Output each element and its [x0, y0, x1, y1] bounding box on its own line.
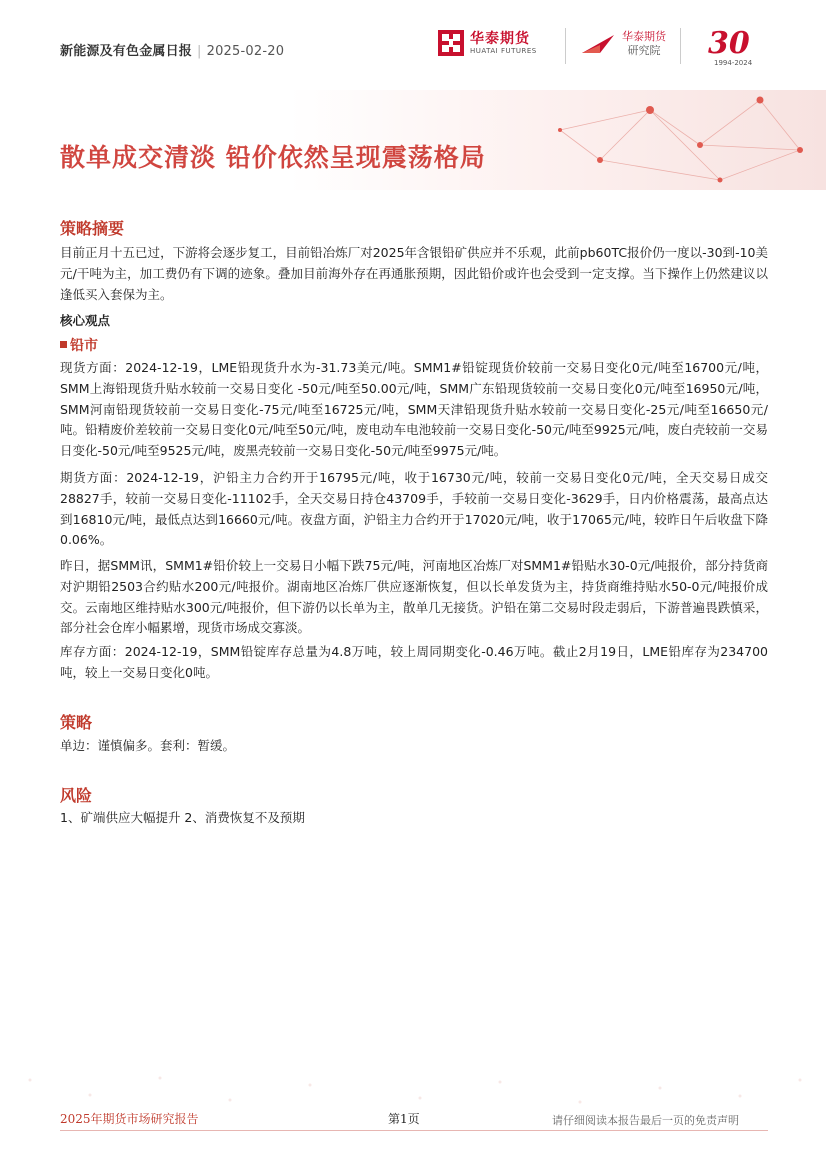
- report-date: 2025-02-20: [206, 44, 285, 59]
- summary-text: 目前正月十五已过，下游将会逐步复工，目前铅冶炼厂对2025年含银铅矿供应并不乐观，此前pb60TC报价仍一度以-30到-10美元/干吨为主，加工费仍有下调的迹象。叠加目前海外存在再通胀预期，因此铅价或许也会受到一定支撑。当下操作上仍然建议以逢低买入套保为主。: [60, 245, 768, 302]
- institute-arrow-icon: [580, 31, 616, 57]
- logo-divider-2: [680, 28, 681, 64]
- summary-heading: 策略摘要: [60, 219, 125, 238]
- risk-heading: 风险: [60, 786, 93, 805]
- disclaimer-note: 请仔细阅读本报告最后一页的免责声明: [552, 1114, 739, 1127]
- spot-paragraph: 现货方面：2024-12-19，LME铅现货升水为-31.73美元/吨。SMM1#铅锭现货价较前一交易日变化0元/吨至16700元/吨，SMM上海铅现货升贴水较前一交易日变化 -50元/吨至50.00元/吨，SMM广东铅现货较前一交易日变化0元/吨至16950元/吨，SMM河南铅现货较前一交易日变化-75元/吨至16725元/吨，SMM天津铅现货升贴水较前一交易日变化-25元/吨至16650元/吨。铅精废价差较前一交易日变化0元/吨至50元/吨，废电动车电池较前一交易日变化-50元/吨至9925元/吨，废白壳较前一交易日变化-50元/吨至9525元/吨，废黑壳较前一交易日变化-50元/吨至9975元/吨。: [60, 360, 768, 459]
- page-number: 第1页: [388, 1112, 420, 1126]
- lead-market-label: 铅市: [70, 338, 98, 354]
- header-divider: |: [197, 44, 202, 59]
- yesterday-paragraph: 昨日，据SMM讯，SMM1#铅价较上一交易日小幅下跌75元/吨，河南地区冶炼厂对SMM1#铅贴水30-0元/吨报价，部分持货商对沪期铅2503合约贴水200元/吨报价。湖南地区冶炼厂供应逐渐恢复，但以长单发货为主，持货商维持贴水50-0元/吨报价成交。云南地区维持贴水300元/吨报价，但下游仍以长单为主，散单几无接货。沪铅在第二交易时段走弱后，下游普遍畏跌慎采，部分社会仓库小幅累增，现货市场成交寡淡。: [60, 558, 768, 636]
- risk-text: 1、矿端供应大幅提升 2、消费恢复不及预期: [60, 810, 305, 825]
- report-name: 新能源及有色金属日报: [60, 44, 193, 59]
- core-views-heading: 核心观点: [60, 313, 111, 328]
- anniversary-number: 30: [708, 26, 750, 61]
- institute-line1: 华泰期货: [622, 30, 666, 43]
- strategy-heading: 策略: [60, 713, 93, 732]
- futures-paragraph: 期货方面：2024-12-19，沪铅主力合约开于16795元/吨，收于16730元/吨，较前一交易日变化0元/吨，全天交易日成交28827手，较前一交易日变化-11102手，全天交易日持仓43709手，手较前一交易日变化-3629手，日内价格震荡，最高点达到16810元/吨，最低点达到16660元/吨。夜盘方面，沪铅主力合约开于17020元/吨，收于17065元/吨，较昨日午后收盘下降0.06%。: [60, 470, 768, 548]
- inventory-paragraph: 库存方面：2024-12-19，SMM铅锭库存总量为4.8万吨，较上周同期变化-0.46万吨。截止2月19日，LME铅库存为234700吨，较上一交易日变化0吨。: [60, 644, 768, 680]
- institute-logo: [580, 30, 666, 58]
- footer-divider: [60, 1130, 768, 1131]
- company-name-en: HUATAI FUTURES: [470, 46, 537, 55]
- strategy-text: 单边：谨慎偏多。套利：暂缓。: [60, 738, 236, 753]
- institute-line2: 研究院: [627, 44, 661, 57]
- company-name-cn: 华泰期货: [470, 30, 530, 47]
- report-title: 散单成交清淡 铅价依然呈现震荡格局: [60, 143, 486, 172]
- lead-market-heading: [60, 335, 98, 355]
- anniversary-years: 1994-2024: [714, 59, 753, 67]
- square-bullet-icon: [60, 341, 67, 348]
- anniversary-badge: [694, 26, 764, 68]
- logo-divider: [565, 28, 566, 64]
- huatai-logo-icon: [438, 30, 464, 56]
- report-header: [60, 40, 284, 59]
- footer-report-label: 2025年期货市场研究报告: [60, 1112, 199, 1126]
- company-logo: [438, 30, 537, 56]
